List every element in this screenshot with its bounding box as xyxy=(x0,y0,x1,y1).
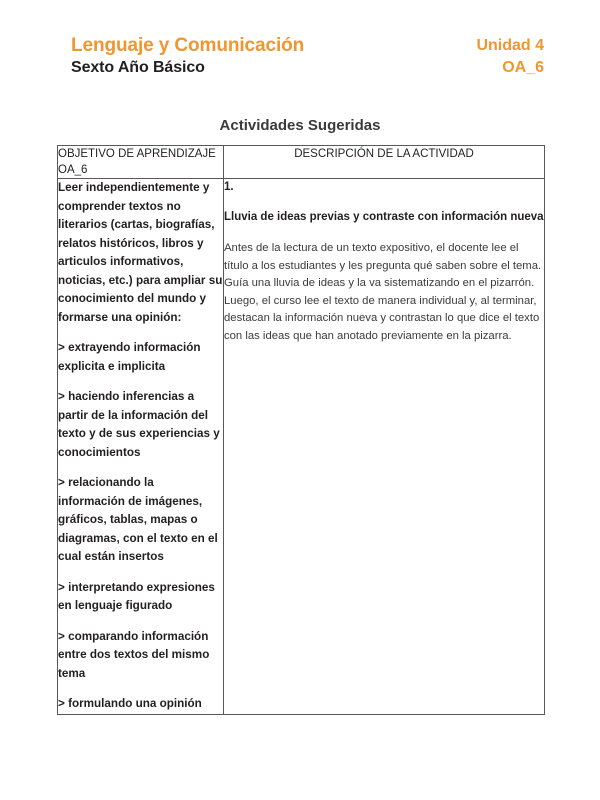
column-header-description: DESCRIPCIÓN DE LA ACTIVIDAD xyxy=(224,146,545,179)
objective-bullet-4: > interpretando expresiones en lenguaje figurado xyxy=(58,580,215,612)
description-cell xyxy=(224,179,545,715)
course-title: Lenguaje y Comunicación xyxy=(71,35,305,56)
activities-table xyxy=(57,145,545,715)
course-level: Sexto Año Básico xyxy=(71,59,205,76)
objective-bullet-3: > relacionando la información de imágenes, gráficos, tablas, mapas o diagramas, con el texto en el cual están insertos xyxy=(58,476,218,563)
oa-code-label: OA_6 xyxy=(502,59,544,76)
header-right-block xyxy=(476,34,544,79)
column-header-objective: OBJETIVO DE APRENDIZAJE OA_6 xyxy=(58,146,224,179)
activity-number: 1. xyxy=(224,181,234,193)
section-title: Actividades Sugeridas xyxy=(219,117,381,134)
objective-paragraph: Leer independientemente y comprender textos no literarios (cartas, biografías, relatos históricos, libros y articulos informativos, noticias, etc.) para ampliar su conocimiento del mundo y formarse una opinión: xyxy=(58,181,223,324)
objective-bullet-6: > formulando una opinión xyxy=(58,697,202,710)
objective-cell xyxy=(58,179,224,715)
header-left-block xyxy=(71,34,304,79)
objective-bullet-1: > extrayendo información explicita e implicita xyxy=(58,341,201,373)
document-header xyxy=(57,34,544,86)
activity-body: Antes de la lectura de un texto expositivo, el docente lee el título a los estudiantes y les pregunta qué saben sobre el tema. Guía una lluvia de ideas y la va sistematizando en el pizarrón. Luego, el curso lee el texto de manera individual y, al terminar, destacan la información nueva y contrastan lo que dice el texto con las ideas que han anotado previamente en la pizarra. xyxy=(224,242,542,342)
unit-label: Unidad 4 xyxy=(476,37,544,54)
objective-bullet-5: > comparando información entre dos textos del mismo tema xyxy=(58,629,210,680)
activity-title: Lluvia de ideas previas y contraste con información nueva xyxy=(224,211,544,223)
table-header-row xyxy=(58,146,545,179)
objective-bullet-2: > haciendo inferencias a partir de la información del texto y de sus experiencias y conocimientos xyxy=(58,390,220,459)
table-row xyxy=(58,179,545,715)
